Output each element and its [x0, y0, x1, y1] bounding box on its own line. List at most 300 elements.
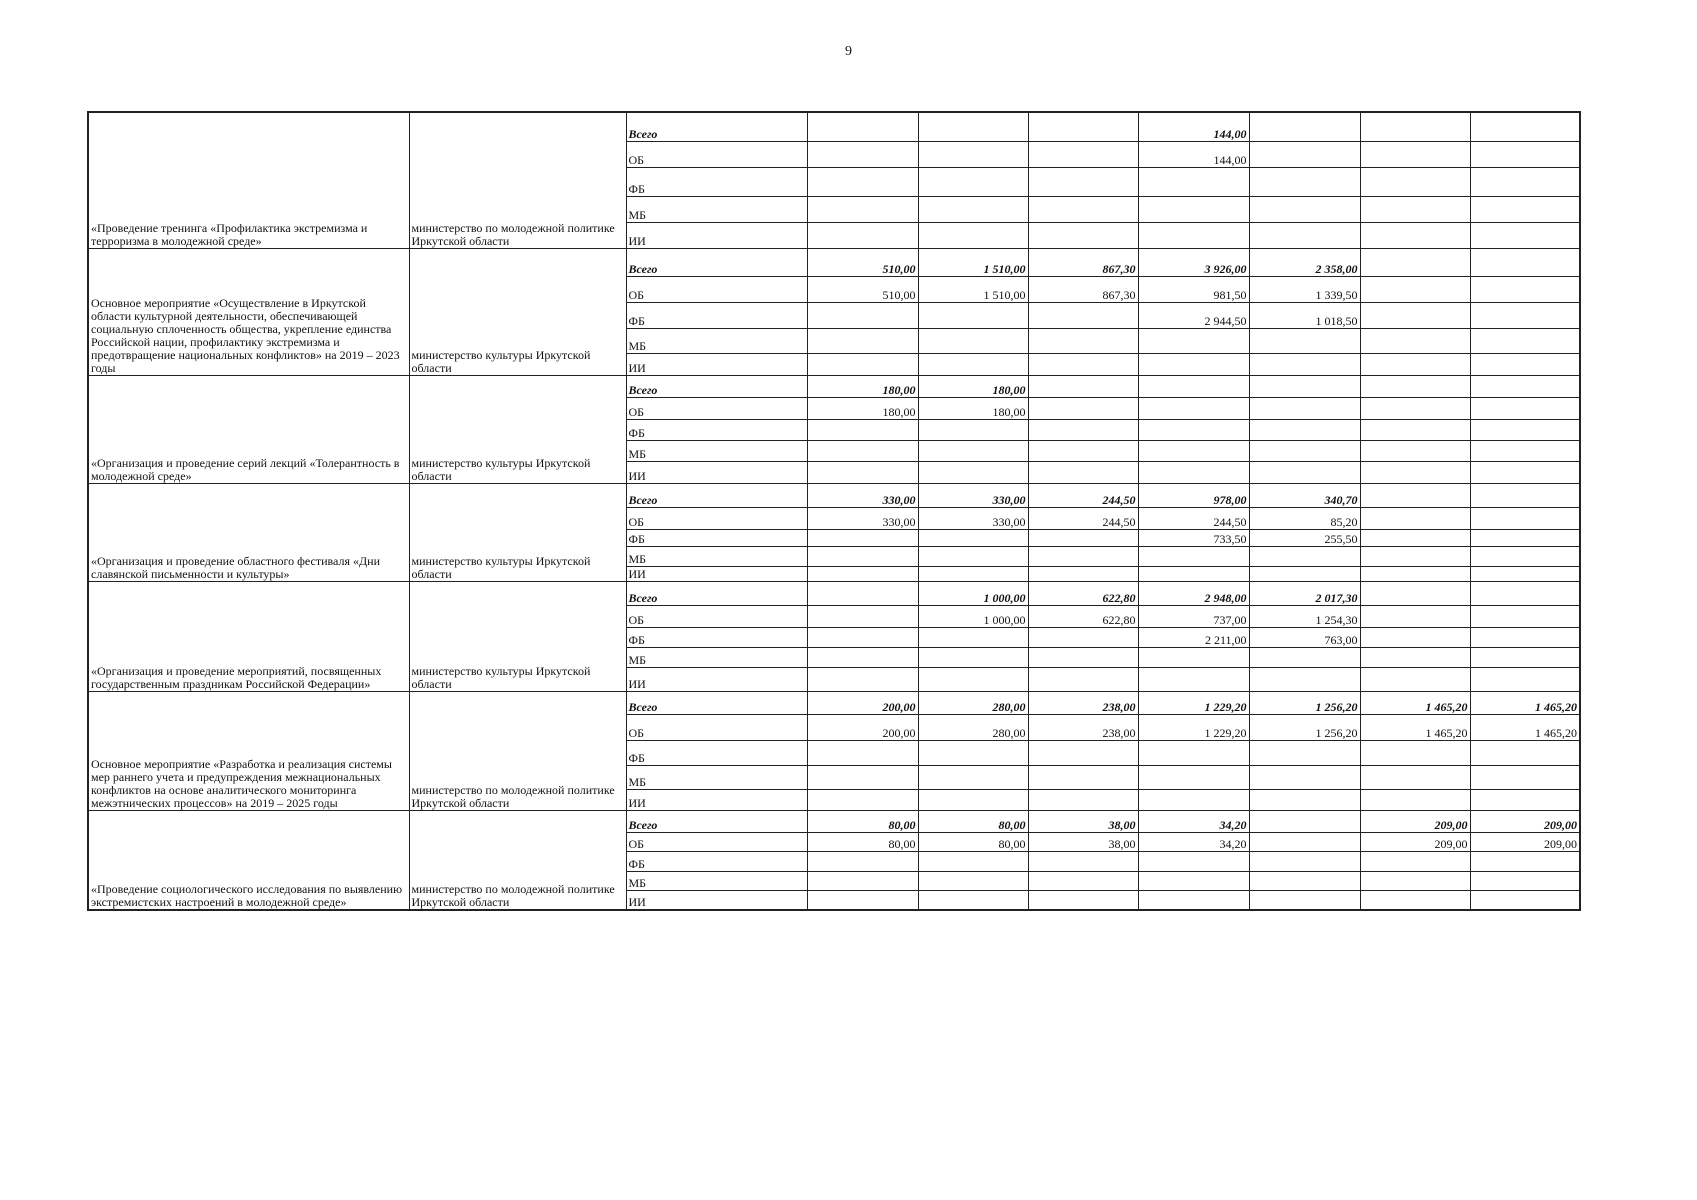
- amount-cell: [1360, 112, 1470, 141]
- amount-cell: [1360, 141, 1470, 167]
- amount-cell: [1249, 740, 1360, 765]
- amount-cell: [918, 328, 1028, 353]
- amount-cell: [1470, 667, 1580, 691]
- amount-cell: [1028, 851, 1138, 871]
- funding-source: ИИ: [626, 890, 807, 910]
- amount-cell: [1360, 483, 1470, 507]
- amount-cell: [807, 890, 918, 910]
- amount-cell: [1470, 890, 1580, 910]
- amount-cell: [1360, 851, 1470, 871]
- amount-cell: [918, 141, 1028, 167]
- funding-source: ФБ: [626, 419, 807, 440]
- amount-cell: [1470, 419, 1580, 440]
- amount-cell: [1138, 222, 1249, 248]
- amount-cell: [1249, 419, 1360, 440]
- amount-cell: 280,00: [918, 691, 1028, 714]
- amount-cell: [1360, 647, 1470, 667]
- funding-source: ОБ: [626, 397, 807, 419]
- amount-cell: [807, 302, 918, 328]
- amount-cell: [918, 112, 1028, 141]
- table-row: [88, 691, 1580, 714]
- amount-cell: [807, 627, 918, 647]
- funding-source: ФБ: [626, 167, 807, 196]
- amount-cell: [1028, 419, 1138, 440]
- activity-name: «Проведение тренинга «Профилактика экстремизма и терроризма в молодежной среде»: [88, 112, 409, 248]
- amount-cell: [807, 112, 918, 141]
- amount-cell: [1360, 419, 1470, 440]
- amount-cell: [1028, 566, 1138, 581]
- amount-cell: 38,00: [1028, 832, 1138, 851]
- amount-cell: [1249, 461, 1360, 483]
- amount-cell: [1360, 440, 1470, 461]
- amount-cell: [1470, 507, 1580, 529]
- funding-source: ОБ: [626, 276, 807, 302]
- amount-cell: [1249, 647, 1360, 667]
- amount-cell: 2 017,30: [1249, 581, 1360, 605]
- amount-cell: [1470, 483, 1580, 507]
- amount-cell: [1249, 871, 1360, 890]
- amount-cell: [1249, 328, 1360, 353]
- amount-cell: 80,00: [807, 810, 918, 832]
- amount-cell: 244,50: [1138, 507, 1249, 529]
- amount-cell: [1360, 566, 1470, 581]
- amount-cell: [807, 546, 918, 566]
- table-body: [88, 112, 1580, 910]
- amount-cell: [1470, 328, 1580, 353]
- funding-source: ИИ: [626, 353, 807, 375]
- amount-cell: [1360, 789, 1470, 810]
- table-row: [88, 112, 1580, 141]
- amount-cell: 180,00: [807, 375, 918, 397]
- amount-cell: [1138, 419, 1249, 440]
- amount-cell: 1 510,00: [918, 276, 1028, 302]
- amount-cell: 1 000,00: [918, 605, 1028, 627]
- amount-cell: [1470, 627, 1580, 647]
- funding-source: Всего: [626, 691, 807, 714]
- amount-cell: [1470, 740, 1580, 765]
- amount-cell: [1360, 529, 1470, 546]
- amount-cell: 80,00: [918, 832, 1028, 851]
- amount-cell: 144,00: [1138, 141, 1249, 167]
- amount-cell: [918, 529, 1028, 546]
- amount-cell: [918, 461, 1028, 483]
- table-row: [88, 483, 1580, 507]
- amount-cell: [1138, 196, 1249, 222]
- amount-cell: 867,30: [1028, 276, 1138, 302]
- amount-cell: 981,50: [1138, 276, 1249, 302]
- amount-cell: 330,00: [918, 483, 1028, 507]
- amount-cell: [1249, 167, 1360, 196]
- amount-cell: [1360, 328, 1470, 353]
- amount-cell: [1028, 112, 1138, 141]
- amount-cell: [1360, 276, 1470, 302]
- responsible-organization: министерство по молодежной политике Иркутской области: [409, 691, 626, 810]
- activity-name: Основное мероприятие «Осуществление в Иркутской области культурной деятельности, обеспечивающей социальную сплоченность общества, укрепление единства Российской нации, профилактику экстремизма и предотвращение национальных конфликтов» на 2019 – 2023 годы: [88, 248, 409, 375]
- amount-cell: [1470, 529, 1580, 546]
- amount-cell: [1470, 112, 1580, 141]
- amount-cell: [1138, 328, 1249, 353]
- amount-cell: [1138, 647, 1249, 667]
- amount-cell: [1028, 890, 1138, 910]
- amount-cell: 340,70: [1249, 483, 1360, 507]
- amount-cell: [1470, 566, 1580, 581]
- amount-cell: [1249, 375, 1360, 397]
- amount-cell: [918, 546, 1028, 566]
- amount-cell: [1249, 890, 1360, 910]
- amount-cell: [918, 627, 1028, 647]
- amount-cell: [1360, 461, 1470, 483]
- amount-cell: 80,00: [918, 810, 1028, 832]
- amount-cell: [1249, 789, 1360, 810]
- amount-cell: [918, 851, 1028, 871]
- amount-cell: [1470, 647, 1580, 667]
- amount-cell: 255,50: [1249, 529, 1360, 546]
- funding-source: ФБ: [626, 851, 807, 871]
- amount-cell: 2 948,00: [1138, 581, 1249, 605]
- table-row: [88, 375, 1580, 397]
- responsible-organization: министерство по молодежной политике Иркутской области: [409, 112, 626, 248]
- amount-cell: [1470, 546, 1580, 566]
- amount-cell: 2 211,00: [1138, 627, 1249, 647]
- amount-cell: [1138, 461, 1249, 483]
- amount-cell: [1028, 167, 1138, 196]
- amount-cell: [1360, 765, 1470, 789]
- amount-cell: [1028, 789, 1138, 810]
- amount-cell: [1249, 566, 1360, 581]
- amount-cell: [1360, 890, 1470, 910]
- amount-cell: 978,00: [1138, 483, 1249, 507]
- amount-cell: 1 465,20: [1360, 714, 1470, 740]
- amount-cell: [918, 440, 1028, 461]
- amount-cell: 209,00: [1360, 810, 1470, 832]
- amount-cell: [1138, 667, 1249, 691]
- amount-cell: [1249, 546, 1360, 566]
- amount-cell: [1360, 222, 1470, 248]
- amount-cell: [807, 765, 918, 789]
- amount-cell: [1249, 222, 1360, 248]
- amount-cell: [1249, 196, 1360, 222]
- amount-cell: [918, 196, 1028, 222]
- funding-source: ИИ: [626, 222, 807, 248]
- amount-cell: [807, 529, 918, 546]
- amount-cell: 180,00: [918, 375, 1028, 397]
- amount-cell: 144,00: [1138, 112, 1249, 141]
- amount-cell: [918, 566, 1028, 581]
- amount-cell: [1360, 353, 1470, 375]
- amount-cell: [1249, 112, 1360, 141]
- activity-name: «Организация и проведение областного фестиваля «Дни славянской письменности и культуры»: [88, 483, 409, 581]
- amount-cell: [807, 667, 918, 691]
- amount-cell: [1470, 461, 1580, 483]
- funding-source: ОБ: [626, 141, 807, 167]
- amount-cell: 2 944,50: [1138, 302, 1249, 328]
- amount-cell: [807, 328, 918, 353]
- funding-source: ИИ: [626, 789, 807, 810]
- amount-cell: [1028, 397, 1138, 419]
- amount-cell: 238,00: [1028, 714, 1138, 740]
- amount-cell: [1360, 248, 1470, 276]
- amount-cell: 510,00: [807, 248, 918, 276]
- amount-cell: [1028, 546, 1138, 566]
- amount-cell: [1138, 375, 1249, 397]
- amount-cell: [807, 440, 918, 461]
- amount-cell: 867,30: [1028, 248, 1138, 276]
- amount-cell: [1470, 248, 1580, 276]
- amount-cell: [1138, 789, 1249, 810]
- amount-cell: [1470, 353, 1580, 375]
- funding-source: ОБ: [626, 605, 807, 627]
- amount-cell: [807, 605, 918, 627]
- amount-cell: [807, 419, 918, 440]
- amount-cell: 330,00: [807, 483, 918, 507]
- amount-cell: [1138, 440, 1249, 461]
- funding-source: Всего: [626, 810, 807, 832]
- amount-cell: [1470, 440, 1580, 461]
- amount-cell: 1 510,00: [918, 248, 1028, 276]
- amount-cell: [1470, 581, 1580, 605]
- responsible-organization: министерство культуры Иркутской области: [409, 375, 626, 483]
- amount-cell: [807, 566, 918, 581]
- amount-cell: [807, 647, 918, 667]
- amount-cell: [1470, 765, 1580, 789]
- amount-cell: [1360, 605, 1470, 627]
- funding-source: ФБ: [626, 302, 807, 328]
- activity-name: Основное мероприятие «Разработка и реализация системы мер раннего учета и предупреждения межнациональных конфликтов на основе аналитического мониторинга межэтнических процессов» на 2019 – 2025 годы: [88, 691, 409, 810]
- amount-cell: [1360, 302, 1470, 328]
- funding-source: МБ: [626, 647, 807, 667]
- activity-name: «Организация и проведение серий лекций «Толерантность в молодежной среде»: [88, 375, 409, 483]
- amount-cell: [1249, 832, 1360, 851]
- amount-cell: [1028, 871, 1138, 890]
- amount-cell: 1 465,20: [1360, 691, 1470, 714]
- amount-cell: [1028, 328, 1138, 353]
- amount-cell: [1138, 353, 1249, 375]
- amount-cell: [1249, 851, 1360, 871]
- amount-cell: [1360, 627, 1470, 647]
- amount-cell: 244,50: [1028, 507, 1138, 529]
- amount-cell: [918, 740, 1028, 765]
- amount-cell: [1028, 461, 1138, 483]
- amount-cell: [918, 222, 1028, 248]
- amount-cell: [1360, 740, 1470, 765]
- amount-cell: [1028, 627, 1138, 647]
- amount-cell: [1360, 167, 1470, 196]
- amount-cell: 38,00: [1028, 810, 1138, 832]
- amount-cell: [1360, 581, 1470, 605]
- amount-cell: 3 926,00: [1138, 248, 1249, 276]
- amount-cell: [1360, 546, 1470, 566]
- amount-cell: 1 018,50: [1249, 302, 1360, 328]
- amount-cell: [1138, 740, 1249, 765]
- amount-cell: [918, 647, 1028, 667]
- funding-source: ИИ: [626, 461, 807, 483]
- table-row: [88, 248, 1580, 276]
- page-number: 9: [845, 44, 852, 59]
- amount-cell: 34,20: [1138, 810, 1249, 832]
- amount-cell: 622,80: [1028, 581, 1138, 605]
- amount-cell: [1028, 740, 1138, 765]
- amount-cell: 330,00: [918, 507, 1028, 529]
- funding-source: ОБ: [626, 507, 807, 529]
- amount-cell: [1470, 871, 1580, 890]
- amount-cell: [807, 871, 918, 890]
- amount-cell: [807, 222, 918, 248]
- amount-cell: [1360, 397, 1470, 419]
- amount-cell: [1470, 276, 1580, 302]
- amount-cell: [918, 419, 1028, 440]
- funding-source: ФБ: [626, 627, 807, 647]
- amount-cell: [1138, 851, 1249, 871]
- amount-cell: 737,00: [1138, 605, 1249, 627]
- amount-cell: [807, 740, 918, 765]
- amount-cell: [1249, 440, 1360, 461]
- funding-source: МБ: [626, 196, 807, 222]
- amount-cell: 1 256,20: [1249, 691, 1360, 714]
- amount-cell: [1138, 397, 1249, 419]
- amount-cell: [1028, 353, 1138, 375]
- amount-cell: [807, 851, 918, 871]
- amount-cell: 622,80: [1028, 605, 1138, 627]
- amount-cell: [1470, 167, 1580, 196]
- amount-cell: [1138, 546, 1249, 566]
- funding-source: ОБ: [626, 714, 807, 740]
- amount-cell: [1138, 871, 1249, 890]
- funding-source: ИИ: [626, 667, 807, 691]
- amount-cell: [1028, 647, 1138, 667]
- amount-cell: [807, 461, 918, 483]
- funding-source: МБ: [626, 765, 807, 789]
- funding-source: МБ: [626, 440, 807, 461]
- amount-cell: [918, 302, 1028, 328]
- amount-cell: [1470, 302, 1580, 328]
- amount-cell: 244,50: [1028, 483, 1138, 507]
- funding-source: МБ: [626, 871, 807, 890]
- amount-cell: [918, 789, 1028, 810]
- amount-cell: [1470, 375, 1580, 397]
- amount-cell: [1138, 890, 1249, 910]
- amount-cell: 180,00: [807, 397, 918, 419]
- amount-cell: [1470, 141, 1580, 167]
- amount-cell: [1249, 353, 1360, 375]
- amount-cell: [918, 890, 1028, 910]
- amount-cell: 209,00: [1360, 832, 1470, 851]
- responsible-organization: министерство по молодежной политике Иркутской области: [409, 810, 626, 910]
- amount-cell: 1 339,50: [1249, 276, 1360, 302]
- amount-cell: [918, 871, 1028, 890]
- amount-cell: [1360, 196, 1470, 222]
- amount-cell: [1249, 397, 1360, 419]
- amount-cell: 1 229,20: [1138, 691, 1249, 714]
- amount-cell: [1470, 397, 1580, 419]
- amount-cell: [918, 667, 1028, 691]
- amount-cell: 209,00: [1470, 832, 1580, 851]
- amount-cell: [1028, 196, 1138, 222]
- amount-cell: 763,00: [1249, 627, 1360, 647]
- amount-cell: 80,00: [807, 832, 918, 851]
- amount-cell: [1360, 871, 1470, 890]
- amount-cell: [1470, 605, 1580, 627]
- budget-table: [87, 111, 1581, 911]
- amount-cell: 1 229,20: [1138, 714, 1249, 740]
- amount-cell: [1028, 765, 1138, 789]
- amount-cell: 34,20: [1138, 832, 1249, 851]
- funding-source: ФБ: [626, 740, 807, 765]
- amount-cell: [1360, 507, 1470, 529]
- funding-source: Всего: [626, 248, 807, 276]
- funding-source: Всего: [626, 112, 807, 141]
- amount-cell: [1249, 141, 1360, 167]
- amount-cell: [1138, 167, 1249, 196]
- responsible-organization: министерство культуры Иркутской области: [409, 581, 626, 691]
- amount-cell: 1 465,20: [1470, 714, 1580, 740]
- amount-cell: 280,00: [918, 714, 1028, 740]
- amount-cell: [1028, 222, 1138, 248]
- amount-cell: [807, 196, 918, 222]
- amount-cell: 238,00: [1028, 691, 1138, 714]
- funding-source: ИИ: [626, 566, 807, 581]
- amount-cell: [807, 167, 918, 196]
- amount-cell: 330,00: [807, 507, 918, 529]
- funding-source: Всего: [626, 483, 807, 507]
- amount-cell: [1028, 375, 1138, 397]
- funding-source: Всего: [626, 375, 807, 397]
- amount-cell: [1138, 765, 1249, 789]
- activity-name: «Проведение социологического исследования по выявлению экстремистских настроений в молодежной среде»: [88, 810, 409, 910]
- amount-cell: [1028, 667, 1138, 691]
- responsible-organization: министерство культуры Иркутской области: [409, 248, 626, 375]
- amount-cell: [1360, 667, 1470, 691]
- responsible-organization: министерство культуры Иркутской области: [409, 483, 626, 581]
- amount-cell: [807, 789, 918, 810]
- funding-source: Всего: [626, 581, 807, 605]
- funding-source: ФБ: [626, 529, 807, 546]
- amount-cell: [1360, 375, 1470, 397]
- amount-cell: [1138, 566, 1249, 581]
- amount-cell: 180,00: [918, 397, 1028, 419]
- amount-cell: 85,20: [1249, 507, 1360, 529]
- amount-cell: [807, 353, 918, 375]
- amount-cell: [807, 141, 918, 167]
- amount-cell: 1 256,20: [1249, 714, 1360, 740]
- amount-cell: 200,00: [807, 714, 918, 740]
- amount-cell: 200,00: [807, 691, 918, 714]
- amount-cell: [807, 581, 918, 605]
- amount-cell: [1249, 765, 1360, 789]
- amount-cell: [1028, 302, 1138, 328]
- amount-cell: 1 254,30: [1249, 605, 1360, 627]
- amount-cell: 1 000,00: [918, 581, 1028, 605]
- funding-source: ОБ: [626, 832, 807, 851]
- amount-cell: [1249, 810, 1360, 832]
- funding-source: МБ: [626, 328, 807, 353]
- amount-cell: [1028, 529, 1138, 546]
- table-row: [88, 581, 1580, 605]
- amount-cell: [918, 167, 1028, 196]
- amount-cell: 209,00: [1470, 810, 1580, 832]
- amount-cell: 510,00: [807, 276, 918, 302]
- amount-cell: 733,50: [1138, 529, 1249, 546]
- table-row: [88, 810, 1580, 832]
- amount-cell: [918, 765, 1028, 789]
- amount-cell: [1028, 141, 1138, 167]
- amount-cell: 2 358,00: [1249, 248, 1360, 276]
- amount-cell: [1470, 851, 1580, 871]
- amount-cell: [1470, 222, 1580, 248]
- amount-cell: [1470, 789, 1580, 810]
- amount-cell: 1 465,20: [1470, 691, 1580, 714]
- amount-cell: [1249, 667, 1360, 691]
- amount-cell: [918, 353, 1028, 375]
